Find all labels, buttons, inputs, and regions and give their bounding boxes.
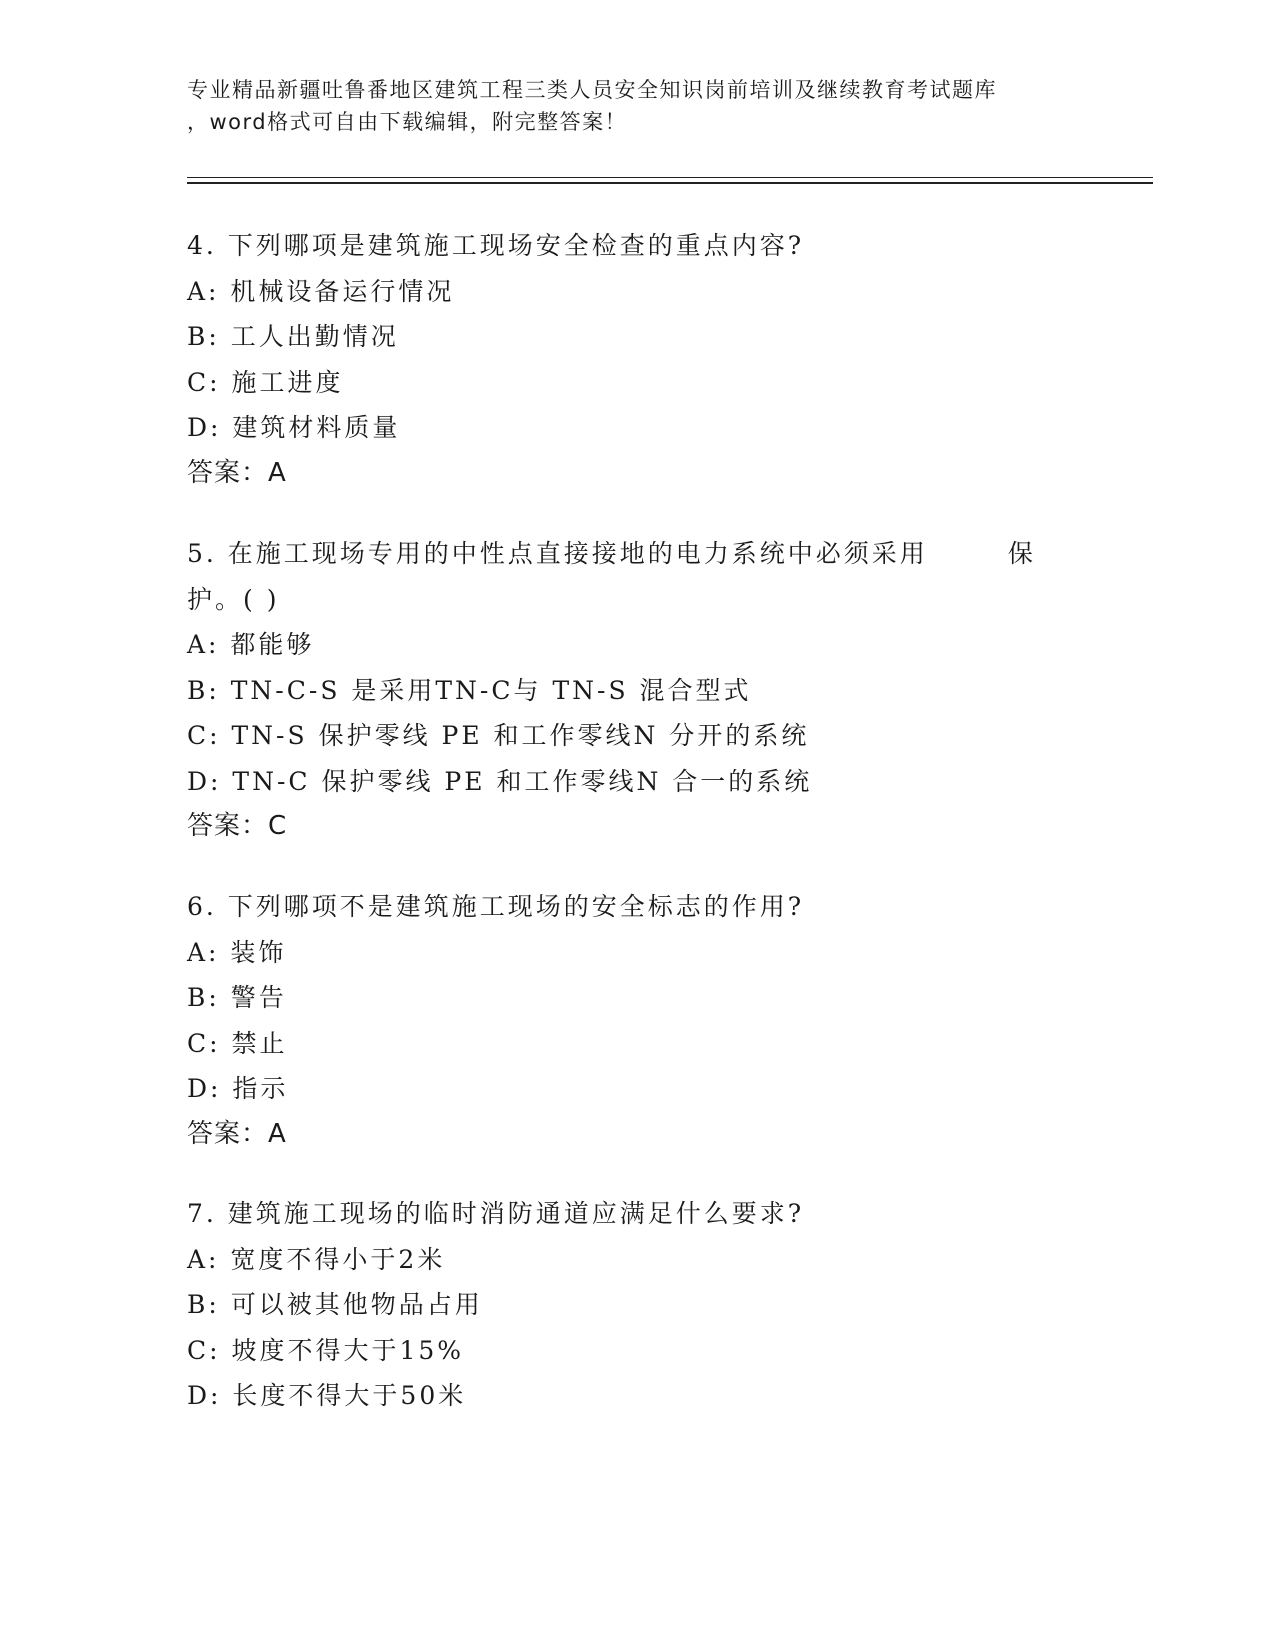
option-c: C: 坡度不得大于15% [187, 1335, 465, 1365]
option-d: D: 建筑材料质量 [187, 413, 401, 442]
option-b: B: TN-C-S 是采用TN-C与 TN-S 混合型式 [187, 675, 752, 705]
option-d: D: 指示 [187, 1074, 289, 1103]
header-title-line-1: 专业精品新疆吐鲁番地区建筑工程三类人员安全知识岗前培训及继续教育考试题库 [187, 78, 997, 102]
header-divider-top [187, 177, 1153, 178]
option-a: A: 机械设备运行情况 [187, 276, 455, 306]
option-c: C: TN-S 保护零线 PE 和工作零线N 分开的系统 [187, 721, 810, 750]
header-divider-bottom [187, 182, 1153, 184]
question-stem: 4. 下列哪项是建筑施工现场安全检查的重点内容? [187, 231, 805, 260]
option-a: A: 都能够 [187, 630, 315, 659]
answer: 答案：A [187, 457, 287, 488]
question-stem: 6. 下列哪项不是建筑施工现场的安全标志的作用? [187, 892, 805, 921]
question-7 [187, 1191, 1087, 1419]
option-c: C: 施工进度 [187, 367, 344, 397]
question-stem-part-1: 5. 在施工现场专用的中性点直接接地的电力系统中必须采用 [187, 539, 928, 568]
option-c: C: 禁止 [187, 1028, 288, 1058]
question-stem-line-2: 护。( ) [187, 584, 280, 614]
question-6 [187, 884, 1087, 1157]
option-b: B: 工人出勤情况 [187, 322, 399, 351]
option-b: B: 警告 [187, 983, 287, 1012]
question-stem-part-2: 保 [1007, 539, 1036, 568]
option-d: D: TN-C 保护零线 PE 和工作零线N 合一的系统 [187, 766, 813, 796]
document-header [187, 74, 1087, 138]
question-stem: 7. 建筑施工现场的临时消防通道应满足什么要求? [187, 1199, 805, 1228]
option-a: A: 宽度不得小于2米 [187, 1244, 446, 1274]
answer: 答案：C [187, 811, 288, 841]
option-b: B: 可以被其他物品占用 [187, 1290, 483, 1319]
answer: 答案：A [187, 1118, 287, 1149]
header-title-line-2: ，word格式可自由下载编辑，附完整答案！ [187, 110, 628, 134]
option-d: D: 长度不得大于50米 [187, 1381, 467, 1410]
option-a: A: 装饰 [187, 937, 287, 967]
question-5 [187, 531, 1087, 850]
question-4 [187, 223, 1087, 496]
question-stem-line-1 [187, 531, 1087, 577]
